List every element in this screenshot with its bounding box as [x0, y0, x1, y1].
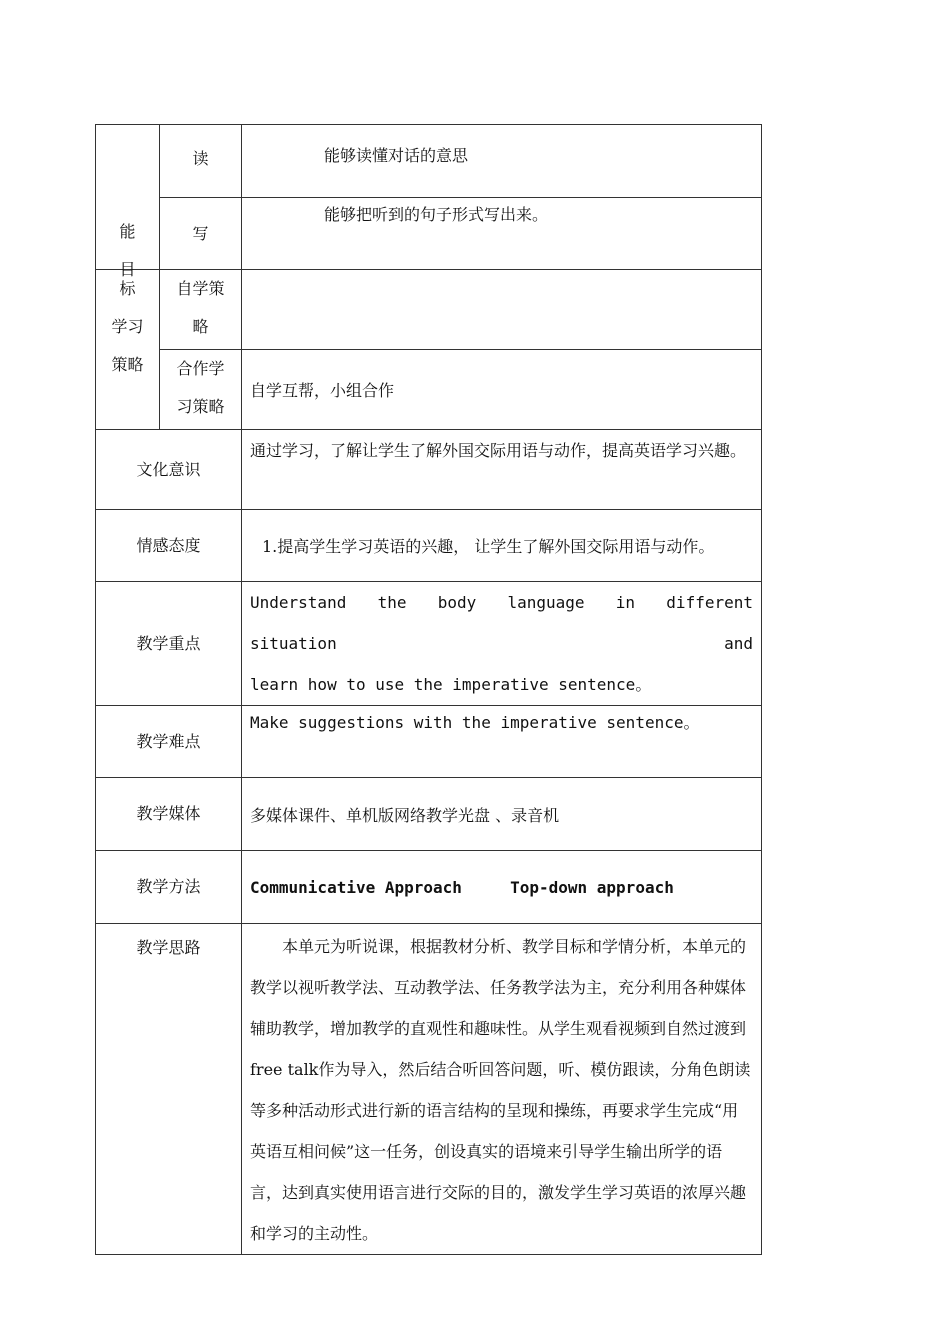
self-study-text — [242, 270, 762, 350]
media-label: 教学媒体 — [96, 778, 242, 851]
key-point-line-1: Understand the body language in different situation and — [250, 593, 753, 653]
ability-target-label: 能 目 — [96, 125, 160, 270]
media-text: 多媒体课件、单机版网络教学光盘 、录音机 — [242, 778, 762, 851]
key-point-line-2: learn how to use the imperative sentence。 — [250, 675, 652, 694]
key-point-text — [242, 582, 762, 706]
method-text: Communicative Approach Top-down approach — [242, 851, 762, 924]
culture-label: 文化意识 — [96, 430, 242, 510]
read-text: 能够读懂对话的意思 — [242, 125, 762, 198]
difficulty-text: Make suggestions with the imperative sentence。 — [242, 706, 762, 778]
emotion-text: 1.提高学生学习英语的兴趣， 让学生了解外国交际用语与动作。 — [242, 510, 762, 582]
difficulty-label: 教学难点 — [96, 706, 242, 778]
strategy-label: 标 学习 策略 — [96, 270, 160, 430]
self-study-label: 自学策 略 — [160, 270, 242, 350]
write-label: 写 — [160, 198, 242, 270]
coop-text: 自学互帮，小组合作 — [242, 350, 762, 430]
thinking-text: 本单元为听说课，根据教材分析、教学目标和学情分析，本单元的教学以视听教学法、互动教学法、任务教学法为主，充分利用各种媒体辅助教学，增加教学的直观性和趣味性。从学生观看视频到自然过渡到free talk作为导入，然后结合听回答问题，听、模仿跟读，分角色朗读等多种活动形式进行新的语言结构的呈现和操练，再要求学生完成“用英语互相问候”这一任务，创设真实的语境来引导学生输出所学的语言，达到真实使用语言进行交际的目的，激发学生学习英语的浓厚兴趣和学习的主动性。 — [242, 924, 762, 1255]
emotion-label: 情感态度 — [96, 510, 242, 582]
read-label: 读 — [160, 125, 242, 198]
method-label: 教学方法 — [96, 851, 242, 924]
thinking-label: 教学思路 — [96, 924, 242, 1255]
write-text: 能够把听到的句子形式写出来。 — [242, 198, 762, 270]
coop-label: 合作学 习策略 — [160, 350, 242, 430]
culture-text: 通过学习，了解让学生了解外国交际用语与动作，提高英语学习兴趣。 — [242, 430, 762, 510]
lesson-plan-table — [95, 124, 762, 1255]
key-point-label: 教学重点 — [96, 582, 242, 706]
